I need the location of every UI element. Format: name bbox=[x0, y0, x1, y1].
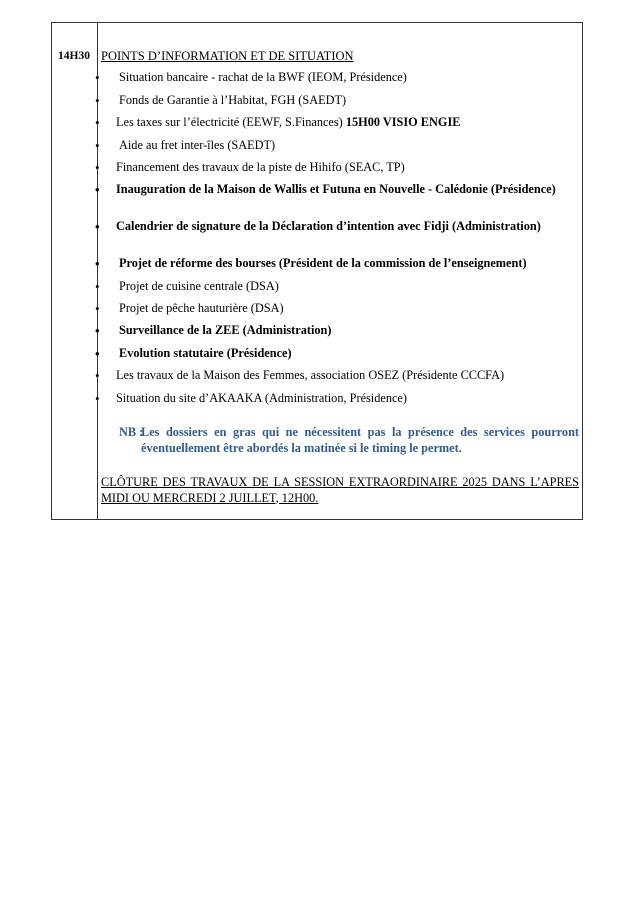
bullet-icon: • bbox=[95, 138, 100, 153]
bullet-icon: • bbox=[95, 256, 100, 271]
list-item bbox=[95, 219, 579, 235]
bullet-icon: • bbox=[95, 182, 100, 197]
list-item bbox=[95, 391, 579, 407]
item-highlight: 15H00 VISIO ENGIE bbox=[345, 115, 461, 129]
item-text: Surveillance de la ZEE (Administration) bbox=[119, 323, 332, 337]
bullet-icon: • bbox=[95, 323, 100, 338]
list-item bbox=[95, 256, 579, 272]
item-text: Les travaux de la Maison des Femmes, association OSEZ (Présidente CCCFA) bbox=[116, 368, 505, 382]
bullet-icon: • bbox=[95, 219, 100, 234]
nb-label: NB : bbox=[119, 425, 144, 439]
item-text: Inauguration de la Maison de Wallis et Futuna en Nouvelle - Calédonie (Présidence) bbox=[116, 182, 556, 196]
list-item bbox=[95, 160, 579, 176]
list-item bbox=[95, 182, 579, 198]
time-label: 14H30 bbox=[58, 50, 90, 62]
list-item bbox=[95, 368, 579, 384]
item-text: Projet de réforme des bourses (Président de la commission de l’enseignement) bbox=[119, 256, 527, 270]
nb-note bbox=[121, 425, 579, 456]
list-item bbox=[95, 93, 579, 109]
item-text: Evolution statutaire (Présidence) bbox=[119, 346, 292, 360]
agenda-table bbox=[51, 22, 583, 520]
list-item bbox=[95, 279, 579, 295]
bullet-icon: • bbox=[95, 368, 100, 383]
time-column bbox=[52, 23, 98, 519]
item-text: Projet de pêche hauturière (DSA) bbox=[119, 301, 284, 315]
bullet-icon: • bbox=[95, 391, 100, 406]
list-item bbox=[95, 301, 579, 317]
bullet-icon: • bbox=[95, 70, 100, 85]
closing-note: CLÔTURE DES TRAVAUX DE LA SESSION EXTRAORDINAIRE 2025 DANS L’APRES MIDI OU MERCREDI 2 JUILLET, 12H00. bbox=[101, 475, 579, 505]
nb-text: Les dossiers en gras qui ne nécessitent pas la présence des services pourront éventuellement être abordés la matinée si le timing le permet. bbox=[141, 425, 579, 455]
item-text: Situation du site d’AKAAKA (Administration, Présidence) bbox=[116, 391, 407, 405]
item-text: Situation bancaire - rachat de la BWF (IEOM, Présidence) bbox=[119, 70, 407, 84]
bullet-icon: • bbox=[95, 301, 100, 316]
list-item bbox=[95, 346, 579, 362]
item-text: Projet de cuisine centrale (DSA) bbox=[119, 279, 279, 293]
bullet-icon: • bbox=[95, 115, 100, 130]
bullet-icon: • bbox=[95, 160, 100, 175]
item-text: Les taxes sur l’électricité (EEWF, S.Finances) bbox=[116, 115, 343, 129]
list-item bbox=[95, 115, 579, 131]
list-item bbox=[95, 323, 579, 339]
item-text: Fonds de Garantie à l’Habitat, FGH (SAEDT) bbox=[119, 93, 347, 107]
bullet-icon: • bbox=[95, 93, 100, 108]
bullet-icon: • bbox=[95, 279, 100, 294]
item-text: Aide au fret inter-îles (SAEDT) bbox=[119, 138, 276, 152]
item-text: Calendrier de signature de la Déclaration d’intention avec Fidji (Administration) bbox=[116, 219, 541, 233]
list-item bbox=[95, 70, 579, 86]
section-heading: POINTS D’INFORMATION ET DE SITUATION bbox=[101, 49, 354, 63]
list-item bbox=[95, 138, 579, 154]
item-text: Financement des travaux de la piste de Hihifo (SEAC, TP) bbox=[116, 160, 405, 174]
bullet-icon: • bbox=[95, 346, 100, 361]
